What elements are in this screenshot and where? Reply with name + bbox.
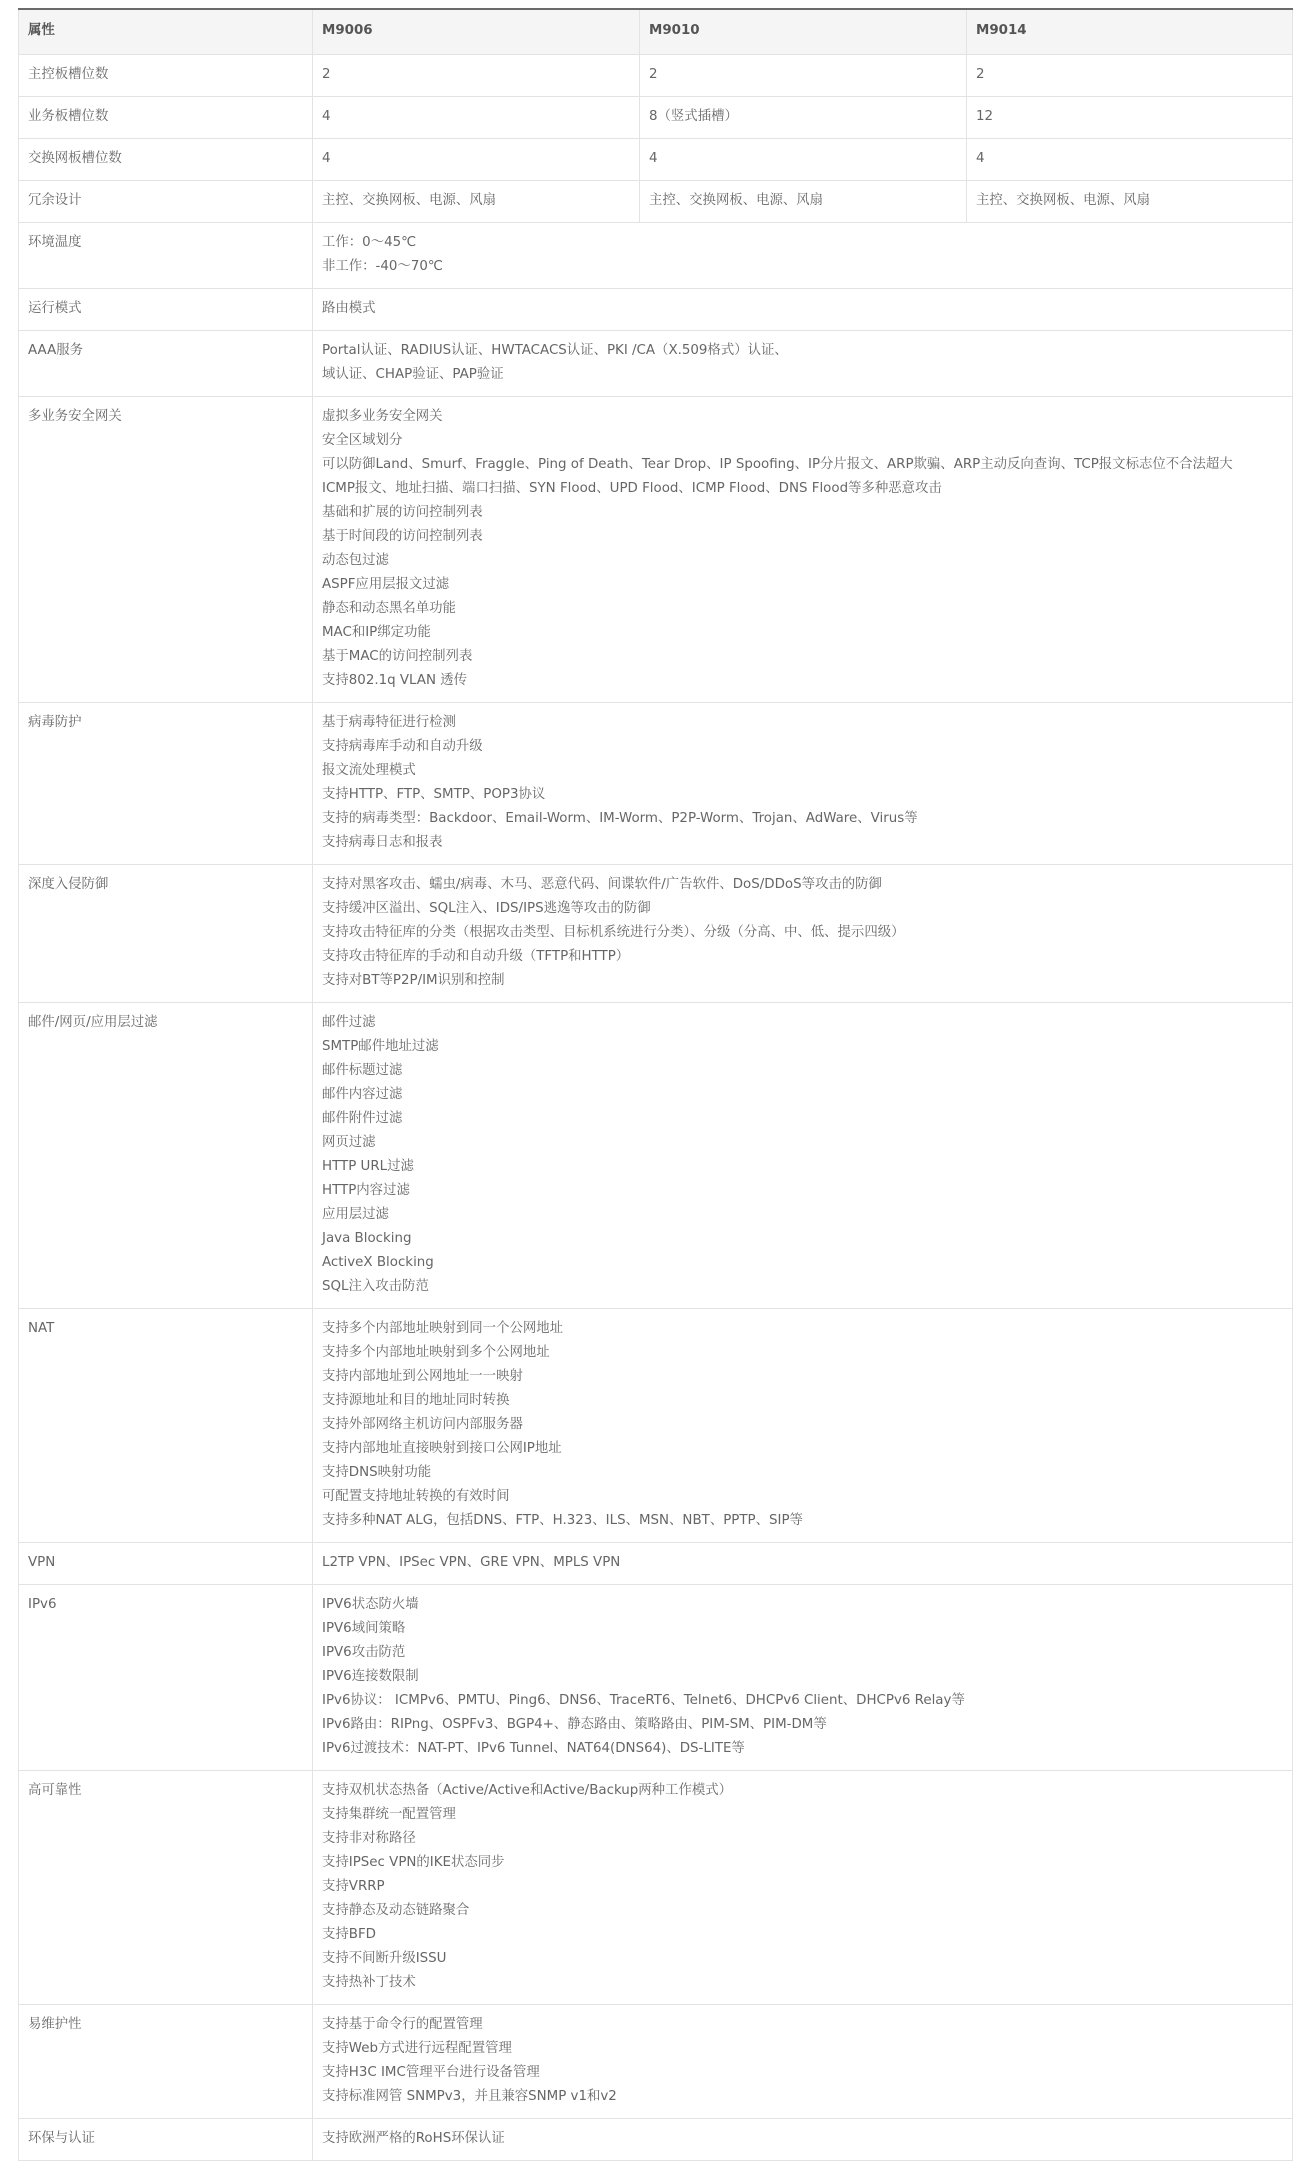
row-value-line: 支持H3C IMC管理平台进行设备管理: [322, 2065, 540, 2080]
spec-table-body: [19, 55, 1293, 2161]
row-value-cell: 2: [640, 55, 967, 97]
row-attribute-label: 易维护性: [19, 2005, 313, 2119]
row-value-line: 支持内部地址直接映射到接口公网IP地址: [322, 1441, 562, 1456]
row-value-cell: [313, 289, 1293, 331]
row-value-line: 邮件附件过滤: [322, 1111, 403, 1126]
row-attribute-label: 深度入侵防御: [19, 865, 313, 1003]
row-attribute-label: 病毒防护: [19, 703, 313, 865]
row-value-line: 支持对BT等P2P/IM识别和控制: [322, 973, 505, 988]
row-value-line: 可配置支持地址转换的有效时间: [322, 1489, 510, 1504]
row-value-line: L2TP VPN、IPSec VPN、GRE VPN、MPLS VPN: [322, 1555, 621, 1570]
table-row: [19, 2005, 1293, 2119]
spec-table: [18, 8, 1293, 2161]
table-row: [19, 223, 1293, 289]
row-value-cell: [313, 1543, 1293, 1585]
row-attribute-label: 运行模式: [19, 289, 313, 331]
row-value-cell: 主控、交换网板、电源、风扇: [640, 181, 967, 223]
table-row: [19, 865, 1293, 1003]
row-value-cell: [313, 1771, 1293, 2005]
table-row: [19, 331, 1293, 397]
row-value-line: ICMP报文、地址扫描、端口扫描、SYN Flood、UPD Flood、ICMP Flood、DNS Flood等多种恶意攻击: [322, 481, 942, 496]
row-value-line: 支持的病毒类型：Backdoor、Email-Worm、IM-Worm、P2P-Worm、Trojan、AdWare、Virus等: [322, 811, 918, 826]
row-value-line: IPv6协议： ICMPv6、PMTU、Ping6、DNS6、TraceRT6、Telnet6、DHCPv6 Client、DHCPv6 Relay等: [322, 1693, 965, 1708]
row-attribute-label: 多业务安全网关: [19, 397, 313, 703]
row-value-line: SQL注入攻击防范: [322, 1279, 429, 1294]
row-value-line: 支持集群统一配置管理: [322, 1807, 456, 1822]
row-value-line: 支持IPSec VPN的IKE状态同步: [322, 1855, 505, 1870]
row-value-line: 支持内部地址到公网地址一一映射: [322, 1369, 523, 1384]
row-value-line: IPV6连接数限制: [322, 1669, 419, 1684]
row-value-line: 支持BFD: [322, 1927, 376, 1942]
row-value-line: IPV6域间策略: [322, 1621, 406, 1636]
row-attribute-label: 环境温度: [19, 223, 313, 289]
row-attribute-label: IPv6: [19, 1585, 313, 1771]
row-value-line: ActiveX Blocking: [322, 1255, 434, 1270]
row-value-cell: 4: [967, 139, 1293, 181]
table-row: [19, 289, 1293, 331]
row-value-line: 工作：0～45℃: [322, 235, 417, 250]
row-value-line: 支持非对称路径: [322, 1831, 416, 1846]
row-value-line: 基于病毒特征进行检测: [322, 715, 456, 730]
row-value-cell: [313, 2005, 1293, 2119]
row-value-line: 支持静态及动态链路聚合: [322, 1903, 470, 1918]
row-value-line: 支持标准网管 SNMPv3，并且兼容SNMP v1和v2: [322, 2089, 617, 2104]
table-row: [19, 703, 1293, 865]
row-attribute-label: 冗余设计: [19, 181, 313, 223]
row-value-line: 支持不间断升级ISSU: [322, 1951, 447, 1966]
row-attribute-label: 交换网板槽位数: [19, 139, 313, 181]
row-value-line: 动态包过滤: [322, 553, 389, 568]
row-value-line: 支持多个内部地址映射到多个公网地址: [322, 1345, 550, 1360]
row-value-line: 支持802.1q VLAN 透传: [322, 673, 468, 688]
row-value-cell: [313, 865, 1293, 1003]
row-value-cell: 4: [313, 139, 640, 181]
row-value-line: 支持缓冲区溢出、SQL注入、IDS/IPS逃逸等攻击的防御: [322, 901, 651, 916]
table-row: [19, 1543, 1293, 1585]
row-value-line: 邮件过滤: [322, 1015, 376, 1030]
header-m9006: M9006: [313, 9, 640, 55]
row-value-cell: [313, 397, 1293, 703]
row-value-line: 支持双机状态热备（Active/Active和Active/Backup两种工作模式）: [322, 1783, 733, 1798]
table-row: [19, 1003, 1293, 1309]
row-value-line: 域认证、CHAP验证、PAP验证: [322, 367, 504, 382]
row-value-line: MAC和IP绑定功能: [322, 625, 431, 640]
row-value-line: 网页过滤: [322, 1135, 376, 1150]
spec-table-container: [18, 8, 1292, 2161]
row-value-line: IPV6状态防火墙: [322, 1597, 419, 1612]
row-value-cell: 8（竖式插槽）: [640, 97, 967, 139]
row-value-line: 可以防御Land、Smurf、Fraggle、Ping of Death、Tear Drop、IP Spoofing、IP分片报文、ARP欺骗、ARP主动反向查询、TCP报文标志位不合法超大: [322, 457, 1233, 472]
row-value-line: HTTP内容过滤: [322, 1183, 410, 1198]
table-row: [19, 1309, 1293, 1543]
row-value-line: 支持外部网络主机访问内部服务器: [322, 1417, 523, 1432]
row-value-cell: 2: [967, 55, 1293, 97]
row-value-line: 路由模式: [322, 301, 376, 316]
row-value-cell: 12: [967, 97, 1293, 139]
row-value-line: 支持欧洲严格的RoHS环保认证: [322, 2131, 505, 2146]
row-value-cell: [313, 223, 1293, 289]
row-value-line: 基础和扩展的访问控制列表: [322, 505, 483, 520]
row-value-line: 支持HTTP、FTP、SMTP、POP3协议: [322, 787, 546, 802]
row-attribute-label: NAT: [19, 1309, 313, 1543]
row-value-line: 邮件标题过滤: [322, 1063, 403, 1078]
row-value-line: 虚拟多业务安全网关: [322, 409, 443, 424]
header-m9010: M9010: [640, 9, 967, 55]
row-value-line: 支持VRRP: [322, 1879, 385, 1894]
row-value-line: IPV6攻击防范: [322, 1645, 406, 1660]
row-value-cell: [313, 1309, 1293, 1543]
table-row: [19, 2119, 1293, 2161]
row-value-cell: [313, 703, 1293, 865]
row-value-line: 支持Web方式进行远程配置管理: [322, 2041, 512, 2056]
row-value-line: Java Blocking: [322, 1231, 412, 1246]
row-value-line: 非工作：-40～70℃: [322, 259, 443, 274]
row-attribute-label: 业务板槽位数: [19, 97, 313, 139]
row-value-line: 邮件内容过滤: [322, 1087, 403, 1102]
row-value-cell: [313, 1003, 1293, 1309]
table-row: [19, 97, 1293, 139]
row-attribute-label: 主控板槽位数: [19, 55, 313, 97]
row-value-line: IPv6过渡技术：NAT-PT、IPv6 Tunnel、NAT64(DNS64)、DS-LITE等: [322, 1741, 745, 1756]
row-value-cell: [313, 1585, 1293, 1771]
row-value-line: 支持热补丁技术: [322, 1975, 416, 1990]
row-value-line: 基于时间段的访问控制列表: [322, 529, 483, 544]
row-value-line: 报文流处理模式: [322, 763, 416, 778]
row-value-line: 应用层过滤: [322, 1207, 389, 1222]
table-row: [19, 55, 1293, 97]
row-value-line: 支持多个内部地址映射到同一个公网地址: [322, 1321, 564, 1336]
row-value-line: 支持病毒日志和报表: [322, 835, 443, 850]
table-row: [19, 397, 1293, 703]
table-row: [19, 1585, 1293, 1771]
row-value-line: 支持病毒库手动和自动升级: [322, 739, 483, 754]
row-attribute-label: 环保与认证: [19, 2119, 313, 2161]
row-value-line: ASPF应用层报文过滤: [322, 577, 450, 592]
row-value-line: 支持对黑客攻击、蠕虫/病毒、木马、恶意代码、间谍软件/广告软件、DoS/DDoS等攻击的防御: [322, 877, 882, 892]
row-value-cell: 4: [313, 97, 640, 139]
row-value-line: 支持多种NAT ALG，包括DNS、FTP、H.323、ILS、MSN、NBT、PPTP、SIP等: [322, 1513, 803, 1528]
header-row: [19, 9, 1293, 55]
row-value-line: IPv6路由：RIPng、OSPFv3、BGP4+、静态路由、策略路由、PIM-SM、PIM-DM等: [322, 1717, 827, 1732]
row-attribute-label: 邮件/网页/应用层过滤: [19, 1003, 313, 1309]
row-value-line: 支持源地址和目的地址同时转换: [322, 1393, 510, 1408]
row-value-line: 支持基于命令行的配置管理: [322, 2017, 483, 2032]
row-attribute-label: VPN: [19, 1543, 313, 1585]
row-value-line: HTTP URL过滤: [322, 1159, 414, 1174]
header-attribute: 属性: [19, 9, 313, 55]
row-value-cell: [313, 2119, 1293, 2161]
row-value-cell: 4: [640, 139, 967, 181]
row-value-line: 支持攻击特征库的分类（根据攻击类型、目标机系统进行分类）、分级（分高、中、低、提示四级）: [322, 925, 905, 940]
row-value-line: 安全区域划分: [322, 433, 403, 448]
table-row: [19, 181, 1293, 223]
row-attribute-label: 高可靠性: [19, 1771, 313, 2005]
row-value-line: 支持DNS映射功能: [322, 1465, 432, 1480]
row-value-cell: 主控、交换网板、电源、风扇: [967, 181, 1293, 223]
row-value-line: 基于MAC的访问控制列表: [322, 649, 473, 664]
row-value-line: SMTP邮件地址过滤: [322, 1039, 439, 1054]
row-value-line: 静态和动态黑名单功能: [322, 601, 456, 616]
row-value-line: 支持攻击特征库的手动和自动升级（TFTP和HTTP）: [322, 949, 630, 964]
row-value-cell: 主控、交换网板、电源、风扇: [313, 181, 640, 223]
row-attribute-label: AAA服务: [19, 331, 313, 397]
row-value-line: Portal认证、RADIUS认证、HWTACACS认证、PKI /CA（X.509格式）认证、: [322, 343, 788, 358]
table-row: [19, 1771, 1293, 2005]
row-value-cell: [313, 331, 1293, 397]
row-value-cell: 2: [313, 55, 640, 97]
header-m9014: M9014: [967, 9, 1293, 55]
table-row: [19, 139, 1293, 181]
